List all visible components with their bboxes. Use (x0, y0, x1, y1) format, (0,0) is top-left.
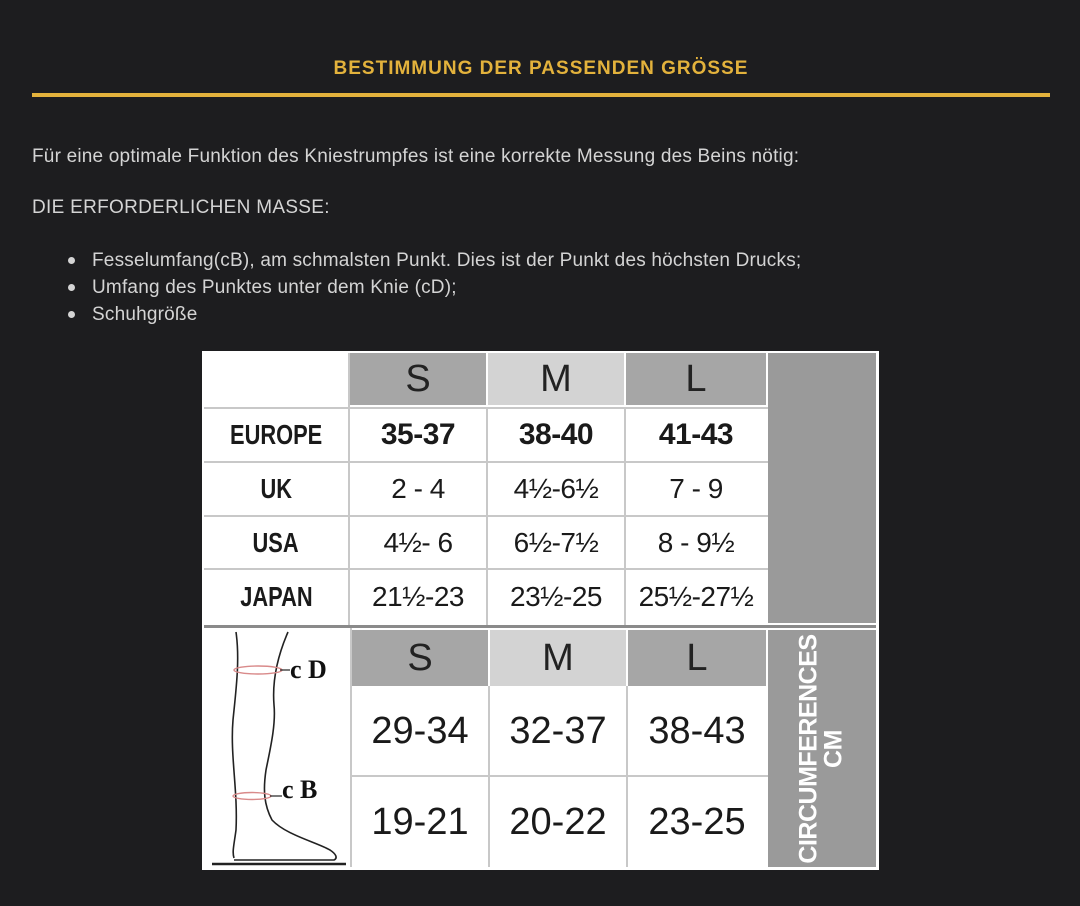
table-cell: 41-43 (658, 418, 734, 451)
section-divider (204, 625, 876, 628)
shoe-header-l: L (626, 353, 766, 405)
table-cell: 21½-23 (372, 580, 464, 612)
circ-header-l: L (628, 630, 766, 686)
leg-diagram-icon (206, 630, 350, 868)
list-item: Fesselumfang(cB), am schmalsten Punkt. Dies ist der Punkt des höchsten Drucks; (92, 247, 801, 274)
row-label-japan: JAPAN (239, 580, 313, 612)
row-label-uk: UK (260, 473, 292, 504)
table-cell: 19-21 (371, 800, 469, 843)
label-cb: c B (282, 775, 318, 804)
list-item: Umfang des Punktes unter dem Knie (cD); (92, 274, 801, 301)
size-chart (202, 351, 879, 870)
heading-divider (32, 93, 1050, 97)
table-cell: 8 - 9½ (657, 526, 735, 558)
table-cell: 6½-7½ (513, 526, 599, 558)
row-label-europe: EUROPE (229, 419, 323, 450)
table-cell: 2 - 4 (391, 473, 445, 504)
table-cell: 38-40 (518, 418, 594, 451)
side-bar-top (768, 353, 876, 623)
table-cell: 4½-6½ (513, 473, 599, 504)
circumferences-side-label (768, 630, 876, 867)
list-item: Schuhgröße (92, 301, 801, 328)
table-cell: 32-37 (509, 710, 607, 752)
table-cell: 25½-27½ (638, 580, 754, 612)
side-label-line1: CIRCUMFERENCES (795, 633, 823, 864)
table-cell: 35-37 (380, 418, 456, 451)
circ-header-s: S (352, 630, 488, 686)
table-cell: 7 - 9 (669, 473, 723, 504)
measures-list (92, 247, 801, 328)
table-cell: 20-22 (509, 800, 607, 843)
table-cell: 38-43 (648, 710, 746, 752)
shoe-header-s: S (350, 353, 486, 405)
row-label-usa: USA (252, 526, 300, 558)
circ-header-m: M (490, 630, 626, 686)
shoe-header-m: M (488, 353, 624, 405)
table-cell: 23½-25 (510, 580, 602, 612)
intro-text: Für eine optimale Funktion des Kniestrumpfes ist eine korrekte Messung des Beins nötig: (32, 146, 800, 167)
table-cell: 4½- 6 (383, 526, 453, 558)
table-cell: 23-25 (648, 800, 746, 843)
required-measures-heading: DIE ERFORDERLICHEN MASSE: (32, 197, 330, 218)
table-cell: 29-34 (371, 710, 469, 752)
label-cd: c D (290, 655, 327, 684)
side-label-line2: CM (820, 729, 848, 768)
page-heading: BESTIMMUNG DER PASSENDEN GRÖSSE (333, 58, 749, 79)
